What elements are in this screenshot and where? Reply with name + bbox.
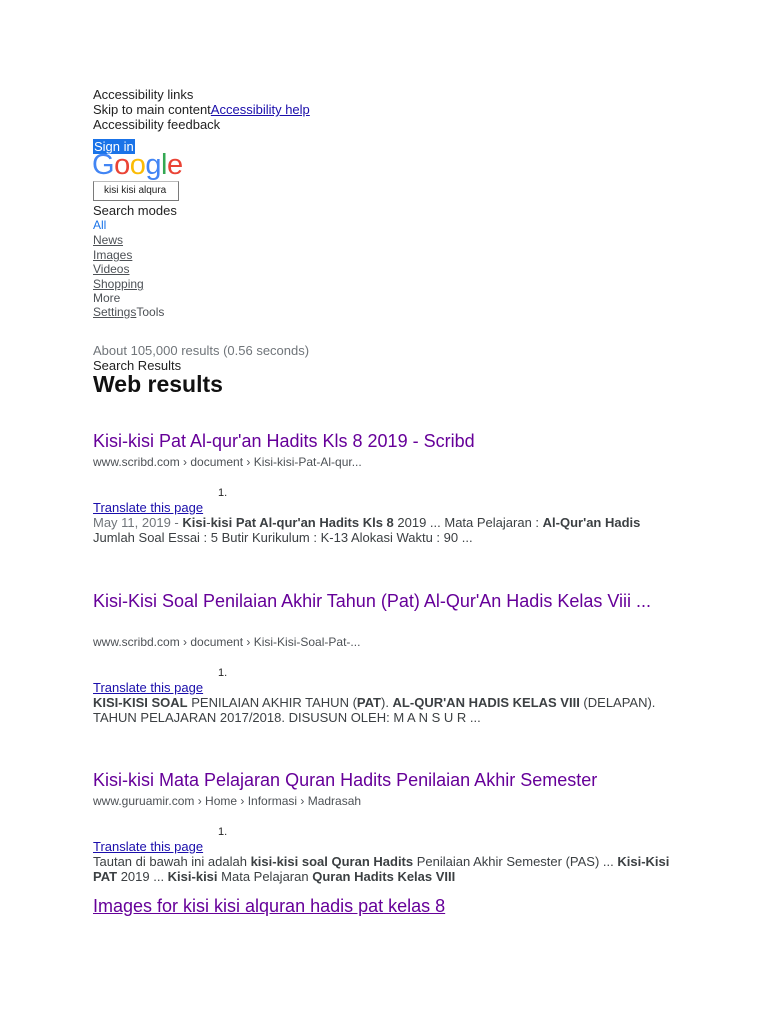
snippet-run: Mata Pelajaran [217,869,313,884]
snippet-bold: Kisi-kisi [167,869,218,884]
logo-letter: o [129,149,146,181]
result-url: www.scribd.com › document › Kisi-kisi-Pat-Al-qur... [93,455,362,469]
result-date: May 11, 2019 - [93,515,183,530]
logo-letter: g [145,149,161,181]
snippet-run: (DELAPAN). TAHUN PELAJARAN 2017/2018. DISUSUN OLEH: M A N S U R ... [93,695,656,725]
images-for-link[interactable]: Images for kisi kisi alquran hadis pat kelas 8 [93,896,446,916]
result-title[interactable]: Kisi-Kisi Soal Penilaian Akhir Tahun (Pat) Al-Qur'An Hadis Kelas Viii ... [93,591,652,611]
snippet-bold: PAT [356,695,381,710]
tools-link[interactable]: Tools [136,305,165,319]
result-title[interactable]: Kisi-kisi Mata Pelajaran Quran Hadits Penilaian Akhir Semester [93,770,598,790]
snippet-run: 2019 ... [117,869,168,884]
snippet-run: - [206,515,211,530]
logo-letter: G [92,149,115,181]
translate-link[interactable]: Translate this page [93,839,204,854]
snippet-bold: kisi Pat Al-qur'an Hadits Kls 8 [210,515,394,530]
translate-link[interactable]: Translate this page [93,500,204,515]
result-number: 1. [218,826,228,838]
snippet-run: ). [380,695,393,710]
result-snippet [93,515,673,545]
snippet-run: Jumlah Soal Essai : 5 Butir Kurikulum : K-13 Alokasi Waktu : 90 ... [93,530,473,545]
snippet-bold: Al-Qur'an Hadis [542,515,641,530]
skip-to-main-link[interactable]: Skip to main content [93,102,211,117]
result-url: www.guruamir.com › Home › Informasi › Madrasah [93,794,362,808]
snippet-run: PENILAIAN AKHIR TAHUN ( [187,695,357,710]
translate-link[interactable]: Translate this page [93,680,204,695]
snippet-bold: Kisi [182,515,207,530]
result-url: www.scribd.com › document › Kisi-Kisi-Soal-Pat-... [93,635,361,649]
settings-tools-row [93,305,164,319]
settings-link[interactable]: Settings [93,305,137,319]
snippet-bold: KISI-KISI SOAL [93,695,188,710]
mode-shopping[interactable]: Shopping [93,277,144,291]
search-input[interactable]: kisi kisi alqura [93,181,179,201]
logo-letter: e [166,149,183,181]
snippet-run: 2019 ... Mata Pelajaran : [393,515,543,530]
sign-in-button[interactable]: Sign in [94,139,134,154]
snippet-run: Tautan di bawah ini adalah [93,854,251,869]
search-modes-label: Search modes [93,203,177,218]
mode-more[interactable]: More [93,291,121,305]
web-results-heading: Web results [93,371,223,397]
accessibility-links-label: Accessibility links [93,87,194,102]
snippet-bold: AL-QUR'AN HADIS KELAS VIII [392,695,580,710]
logo-letter: l [160,149,167,181]
google-logo[interactable] [92,149,183,182]
result-stats: About 105,000 results (0.56 seconds) [93,343,310,358]
result-number: 1. [218,487,228,499]
mode-all[interactable]: All [93,218,107,232]
accessibility-row [93,102,310,117]
accessibility-feedback-link[interactable]: Accessibility feedback [93,117,221,132]
snippet-text [93,854,669,884]
result-snippet [93,695,673,725]
snippet-bold: Kisi-Kisi PAT [93,854,670,884]
snippet-text [93,695,655,725]
mode-videos[interactable]: Videos [93,262,130,276]
snippet-bold: Quran Hadits Kelas VIII [312,869,456,884]
result-number: 1. [218,667,228,679]
snippet-bold: kisi-kisi soal Quran Hadits [250,854,414,869]
mode-news[interactable]: News [93,233,124,247]
snippet-run: Penilaian Akhir Semester (PAS) ... [413,854,618,869]
search-results-label: Search Results [93,358,182,373]
logo-letter: o [114,149,130,181]
result-snippet [93,854,673,884]
result-title[interactable]: Kisi-kisi Pat Al-qur'an Hadits Kls 8 2019 - Scribd [93,431,475,451]
accessibility-help-link[interactable]: Accessibility help [210,102,310,117]
mode-images[interactable]: Images [93,248,133,262]
